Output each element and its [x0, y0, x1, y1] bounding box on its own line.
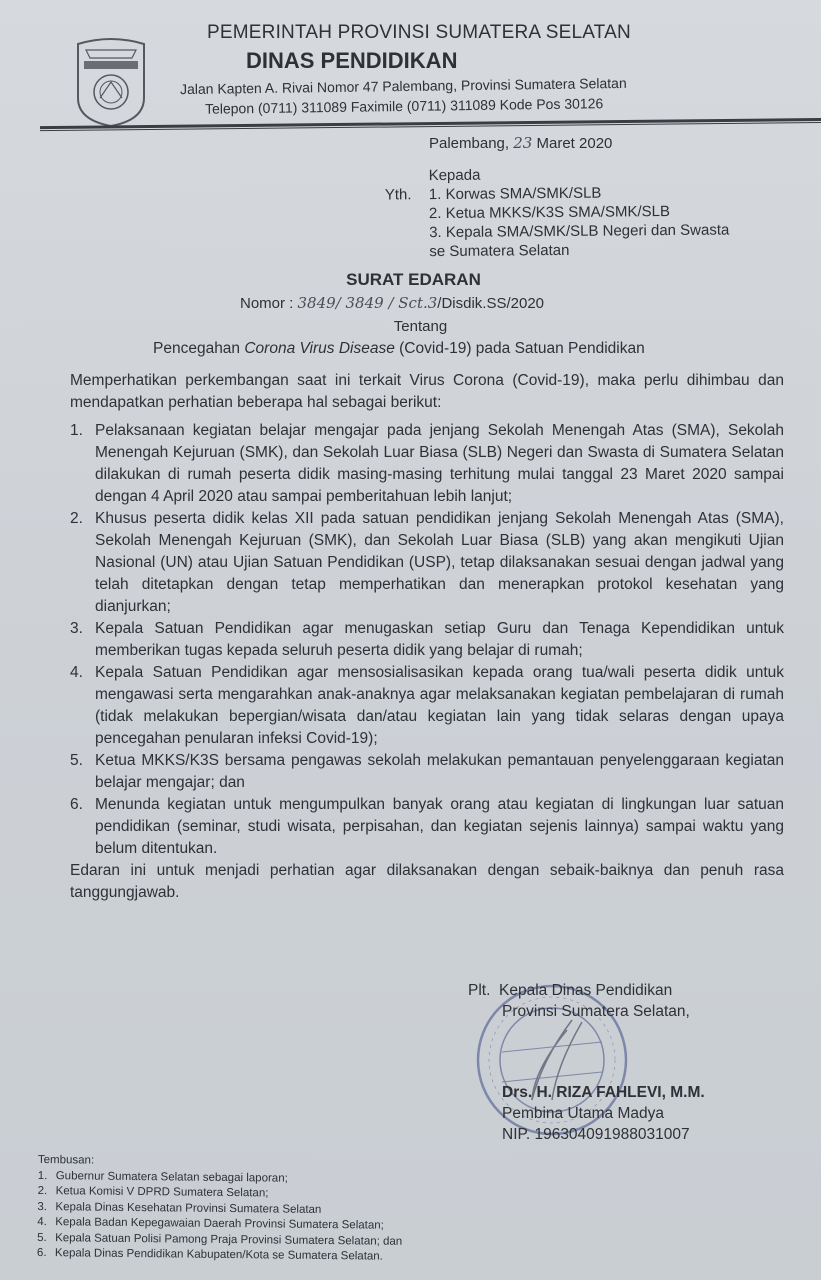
item-text: Pelaksanaan kegiatan belajar mengajar pada jenjang Sekolah Menengah Atas (SMA), Sekolah Menengah Kejuruan (SMK), dan Sekolah Luar Biasa (SLB) Negeri dan Swasta di Sumatera Selatan dilakukan di rumah peserta didik masing-masing terhitung mulai tanggal 23 Maret 2020 sampai dengan 4 April 2020 atau sampai pemberitahuan lebih lanjut; — [95, 422, 784, 505]
list-item — [70, 508, 784, 618]
subject-pre: Pencegahan — [153, 340, 245, 357]
tentang-label: Tentang — [393, 318, 448, 335]
item-text: Kepala Dinas Kesehatan Provinsi Sumatera Selatan — [55, 1200, 322, 1216]
recipient-number: 3. — [429, 224, 442, 242]
item-number: 3. — [70, 620, 83, 637]
item-number: 6. — [70, 796, 83, 813]
item-text: Kepala Badan Kepegawaian Daerah Provinsi Sumatera Selatan; — [55, 1216, 384, 1232]
item-text: Kepala Satuan Pendidikan agar mensosialisasikan kepada orang tua/wali peserta didik untuk mengawasi serta mengarahkan anak-anaknya agar melaksanakan kegiatan pembelajaran di rumah (tidak melakukan bepergian/wisata dan/atau kegiatan lain yang tidak selaras dengan upaya pencegahan penularan infeksi Covid-19); — [95, 664, 784, 747]
item-number: 4. — [37, 1215, 47, 1229]
item-number: 6. — [36, 1246, 47, 1260]
list-item — [37, 1246, 402, 1265]
recipient-region: se Sumatera Selatan — [429, 241, 570, 261]
item-text: Gubernur Sumatera Selatan sebagai laporan; — [55, 1169, 288, 1185]
item-number: 4. — [70, 664, 83, 681]
item-number: 2. — [37, 1184, 48, 1198]
letterhead-contact: Telepon (0711) 311089 Faximile (0711) 311089 Kode Pos 30126 — [204, 95, 604, 117]
item-number: 5. — [70, 752, 83, 769]
item-text: Ketua MKKS/K3S bersama pengawas sekolah melakukan pemantauan penyelenggaraan kegiatan belajar mengajar; dan — [95, 752, 784, 791]
letter-date — [429, 134, 612, 153]
item-text: Khusus peserta didik kelas XII pada satuan pendidikan jenjang Sekolah Menengah Atas (SMA), Sekolah Menengah Kejuruan (SMK), dan Sekolah Luar Biasa (SLB) yang akan mengikuti Ujian Nasional (UN) atau Ujian Satuan Pendidikan (USP), tetap dilaksanakan sesuai dengan jadwal yang telah ditetapkan dengan tetap memperhatikan dan menerapkan protokol kesehatan yang dianjurkan; — [95, 510, 784, 615]
list-item — [70, 750, 784, 794]
signatory-rank: Pembina Utama Madya — [502, 1105, 664, 1122]
item-number: 1. — [37, 1169, 48, 1182]
list-item — [70, 618, 784, 662]
letterhead-agency: DINAS PENDIDIKAN — [246, 48, 458, 73]
item-text: Ketua Komisi V DPRD Sumatera Selatan; — [55, 1185, 269, 1200]
closing-paragraph: Edaran ini untuk menjadi perhatian agar dilaksanakan dengan sebaik-baiknya dan penuh rasa tanggungjawab. — [70, 862, 784, 901]
subject-post: (Covid-19) pada Satuan Pendidikan — [394, 340, 645, 357]
nomor-label: Nomor : — [240, 295, 294, 312]
date-place: Palembang, — [429, 135, 510, 152]
item-number: 2. — [70, 510, 83, 527]
document-number — [240, 294, 544, 313]
letterhead-divider — [40, 118, 821, 131]
signatory-nip: NIP. 196304091988031007 — [502, 1126, 690, 1143]
signature-block — [468, 980, 705, 1145]
instruction-list — [70, 420, 784, 860]
item-text: Menunda kegiatan untuk mengumpulkan banyak orang atau kegiatan di lingkungan luar satuan pendidikan (seminar, studi wisata, perpisahan, dan kegiatan sejenis lainnya) sampai waktu yang belum ditentukan. — [95, 796, 784, 857]
list-item — [70, 662, 784, 750]
recipient-number: 2. — [428, 205, 442, 223]
item-number: 5. — [37, 1231, 47, 1244]
yth-label: Yth. — [384, 186, 412, 204]
item-text: Kepala Dinas Pendidikan Kabupaten/Kota se Sumatera Selatan. — [54, 1247, 383, 1263]
date-day: 23 — [513, 134, 533, 152]
letterhead-government: PEMERINTAH PROVINSI SUMATERA SELATAN — [207, 22, 631, 43]
item-number: 1. — [70, 422, 83, 439]
recipient-item: Ketua MKKS/K3S SMA/SMK/SLB — [445, 203, 671, 222]
recipient-number: 1. — [428, 186, 442, 204]
kepada-label: Kepada — [428, 166, 481, 185]
letterhead-address: Jalan Kapten A. Rivai Nomor 47 Palembang, Provinsi Sumatera Selatan — [179, 74, 627, 98]
signature-province: Provinsi Sumatera Selatan, — [502, 1003, 690, 1020]
recipients — [385, 164, 730, 262]
province-logo — [72, 36, 150, 128]
list-item — [70, 794, 784, 860]
item-text: Kepala Satuan Polisi Pamong Praja Provinsi Sumatera Selatan; dan — [55, 1231, 403, 1248]
tembusan — [37, 1153, 403, 1265]
signature-prefix: Plt. — [468, 982, 491, 999]
date-month-year: Maret 2020 — [536, 135, 613, 152]
document-title: SURAT EDARAN — [346, 270, 481, 289]
item-number: 3. — [37, 1200, 48, 1213]
recipient-item: Kepala SMA/SMK/SLB Negeri dan Swasta — [445, 221, 730, 241]
tembusan-label: Tembusan: — [37, 1154, 95, 1167]
signatory-name: Drs. H. RIZA FAHLEVI, M.M. — [502, 1084, 705, 1101]
signature-position: Kepala Dinas Pendidikan — [499, 982, 673, 999]
subject-italic: Corona Virus Disease — [244, 340, 395, 357]
list-item — [70, 420, 784, 508]
nomor-handwritten: 3849/ 3849 / Sct.3 — [297, 294, 438, 312]
intro-paragraph: Memperhatikan perkembangan saat ini terkait Virus Corona (Covid-19), maka perlu dihimbau dan mendapatkan perhatian beberapa hal sebagai berikut: — [70, 372, 784, 411]
nomor-suffix: /Disdik.SS/2020 — [437, 295, 545, 312]
subject — [153, 339, 645, 358]
recipient-item: Korwas SMA/SMK/SLB — [445, 184, 602, 203]
letter-body — [70, 370, 784, 904]
item-text: Kepala Satuan Pendidikan agar menugaskan setiap Guru dan Tenaga Kependidikan untuk memberikan tugas kepada seluruh peserta didik yang belajar di rumah; — [95, 620, 784, 659]
